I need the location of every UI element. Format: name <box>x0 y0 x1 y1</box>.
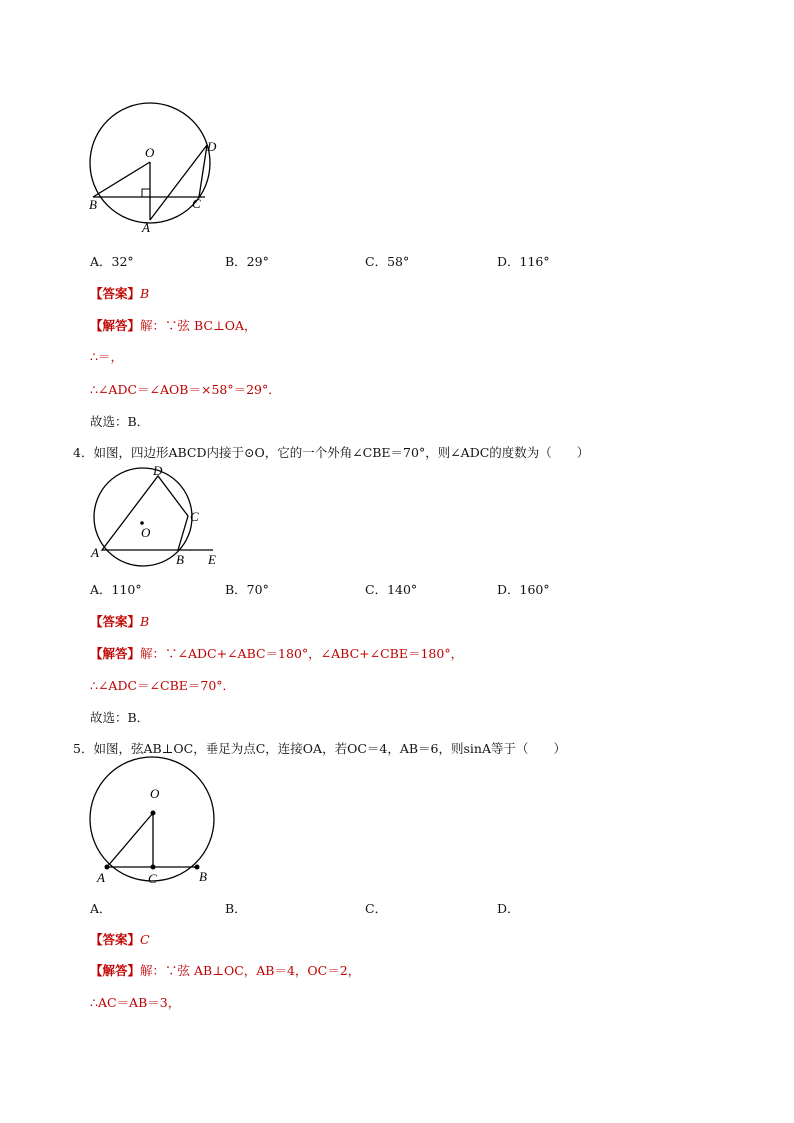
q3-label-c: C <box>192 196 201 211</box>
q4-figure <box>88 463 228 571</box>
q3-figure <box>85 105 225 235</box>
q3-right-angle-mark <box>142 189 150 197</box>
q5-question: 5．如图，弦AB⊥OC，垂足为点C，连接OA，若OC＝4，AB＝6，则sinA等于（ ） <box>73 741 566 756</box>
q5-answer-value: C <box>140 932 150 947</box>
q3-label-o: O <box>145 145 155 160</box>
q4-option-d: D．160° <box>497 582 550 597</box>
q5-label-a: A <box>97 870 105 885</box>
q3-label-b: B <box>89 197 97 212</box>
q3-option-c: C．58° <box>365 254 410 269</box>
q4-solution-line-3: 故选：B． <box>90 710 150 725</box>
q3-answer <box>90 284 149 302</box>
q3-solution-tag: 【解答】 <box>90 318 141 333</box>
q5-label-o: O <box>150 786 160 801</box>
q3-diagram <box>85 105 225 235</box>
q3-option-a: A．32° <box>90 254 134 269</box>
q5-solution-text-1: 解：∵弦 AB⊥OC，AB＝4，OC＝2， <box>140 963 361 978</box>
q3-solution-line-4: 故选：B． <box>90 414 150 429</box>
q3-option-d: D．116° <box>497 254 550 269</box>
q4-answer-value: B <box>140 614 150 629</box>
q5-label-b: B <box>199 869 207 884</box>
q4-label-a: A <box>91 545 99 560</box>
q3-solution-line-2: ∴＝， <box>90 349 123 364</box>
q5-segment-oa <box>107 813 153 867</box>
q5-option-d: D． <box>497 901 520 916</box>
q4-question: 4．如图，四边形ABCD内接于⊙O，它的一个外角∠CBE＝70°，则∠ADC的度数为（ ） <box>73 445 590 460</box>
q3-option-b: B．29° <box>225 254 269 269</box>
q5-circle <box>90 757 214 881</box>
q5-answer-tag: 【答案】 <box>90 932 141 947</box>
q4-solution-line-1 <box>90 644 463 662</box>
q4-label-c: C <box>190 509 199 524</box>
q3-label-a: A <box>142 220 150 235</box>
q3-solution-line-3: ∴∠ADC＝∠AOB＝×58°＝29°． <box>90 382 281 397</box>
q4-solution-text-1: 解：∵∠ADC+∠ABC＝180°，∠ABC+∠CBE＝180°， <box>140 646 464 661</box>
q4-solution-line-2: ∴∠ADC＝∠CBE＝70°． <box>90 678 236 693</box>
q5-point-o <box>151 811 156 816</box>
q3-segment-ob <box>93 162 150 197</box>
q5-option-a: A． <box>90 901 112 916</box>
q4-option-b: B．70° <box>225 582 269 597</box>
q4-option-c: C．140° <box>365 582 418 597</box>
q5-answer <box>90 930 150 948</box>
q3-solution-text-1: 解：∵弦 BC⊥OA， <box>140 318 257 333</box>
q5-figure <box>88 760 223 888</box>
q3-answer-tag: 【答案】 <box>90 286 141 301</box>
q5-point-a <box>105 865 110 870</box>
q3-solution-line-1 <box>90 316 257 334</box>
q5-solution-tag: 【解答】 <box>90 963 141 978</box>
q4-label-b: B <box>176 552 184 567</box>
q5-point-c <box>151 865 156 870</box>
q4-solution-tag: 【解答】 <box>90 646 141 661</box>
q3-label-d: D <box>207 139 217 154</box>
q4-option-a: A．110° <box>90 582 142 597</box>
q4-label-o: O <box>141 525 151 540</box>
q4-label-d: D <box>153 463 163 478</box>
q5-diagram <box>88 760 223 888</box>
q4-diagram <box>88 463 228 571</box>
q5-option-c: C． <box>365 901 388 916</box>
q4-answer <box>90 612 149 630</box>
q5-solution-line-1 <box>90 961 360 979</box>
q5-option-b: B． <box>225 901 247 916</box>
q4-label-e: E <box>208 552 216 567</box>
q5-solution-line-2: ∴AC＝AB＝3， <box>90 995 181 1010</box>
q5-label-c: C <box>148 871 157 886</box>
q3-answer-value: B <box>140 286 150 301</box>
q4-answer-tag: 【答案】 <box>90 614 141 629</box>
q3-segment-dc <box>199 145 207 197</box>
